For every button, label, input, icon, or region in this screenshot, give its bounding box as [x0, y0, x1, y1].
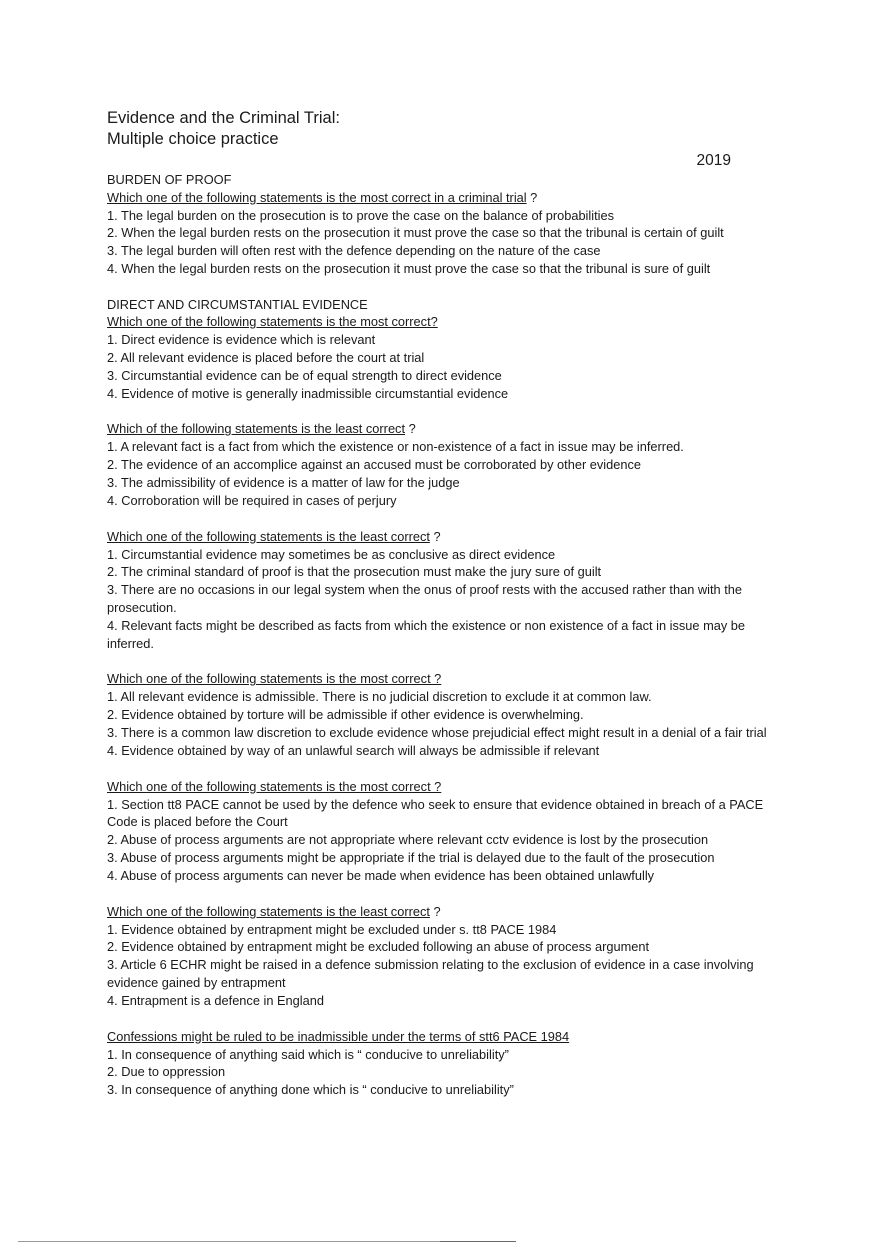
document-year: 2019	[696, 152, 731, 169]
answer-option: 1. Direct evidence is evidence which is relevant	[107, 332, 376, 348]
question-mark: ?	[526, 189, 538, 205]
question-stem: Which one of the following statements is the least correct	[107, 528, 430, 544]
question-text	[107, 420, 787, 438]
answer-option: 4. Evidence obtained by way of an unlawful search will always be admissible if relevant	[107, 742, 600, 758]
question-text	[107, 903, 787, 921]
question-block	[107, 778, 787, 885]
question-block	[107, 670, 787, 759]
answer-option: 3. Article 6 ECHR might be raised in a defence submission relating to the exclusion of evidence in a case involving evidence gained by entrapment	[107, 957, 754, 990]
question-block	[107, 420, 787, 509]
answer-option: 3. The admissibility of evidence is a matter of law for the judge	[107, 474, 460, 490]
question-text	[107, 313, 787, 331]
question-mark: ?	[405, 421, 416, 437]
answer-option: 4. Abuse of process arguments can never be made when evidence has been obtained unlawfully	[107, 867, 655, 883]
section-heading: BURDEN OF PROOF	[107, 172, 232, 187]
question-text	[107, 189, 787, 207]
answer-option: 4. Evidence of motive is generally inadmissible circumstantial evidence	[107, 385, 509, 401]
answer-option: 2. Due to oppression	[107, 1064, 226, 1080]
question-sections	[107, 171, 787, 1099]
answer-option: 2. Evidence obtained by entrapment might be excluded following an abuse of process argument	[107, 939, 650, 955]
answer-option: 3. Abuse of process arguments might be appropriate if the trial is delayed due to the fault of the prosecution	[107, 849, 715, 865]
question-mark: ?	[429, 528, 441, 544]
document-title-line2: Multiple choice practice	[107, 130, 279, 148]
question-block	[107, 171, 787, 278]
question-block	[107, 528, 787, 653]
answer-option: 3. Circumstantial evidence can be of equal strength to direct evidence	[107, 367, 502, 383]
question-text	[107, 1028, 787, 1046]
document-title-line1: Evidence and the Criminal Trial:	[107, 109, 340, 127]
question-stem: Which of the following statements is the least correct	[107, 421, 406, 437]
section-heading: DIRECT AND CIRCUMSTANTIAL EVIDENCE	[107, 296, 368, 312]
answer-option: 1. A relevant fact is a fact from which the existence or non-existence of a fact in issue may be inferred.	[107, 439, 684, 455]
answer-option: 4. Corroboration will be required in cases of perjury	[107, 492, 397, 508]
question-stem: Confessions might be ruled to be inadmissible under the terms of stt6 PACE 1984	[107, 1028, 570, 1044]
answer-option: 3. In consequence of anything done which is “ conducive to unreliability”	[107, 1082, 514, 1098]
answer-option: 1. The legal burden on the prosecution is to prove the case on the balance of probabilities	[107, 207, 615, 223]
answer-option: 4. Relevant facts might be described as facts from which the existence or non existence of a fact in issue may be inferred.	[107, 617, 746, 651]
answer-option: 3. There are no occasions in our legal system when the onus of proof rests with the accused rather than with the prosecution.	[107, 582, 742, 615]
footer-rule-accent	[440, 1241, 516, 1242]
answer-option: 3. The legal burden will often rest with the defence depending on the nature of the case	[107, 243, 601, 259]
question-block	[107, 296, 787, 403]
answer-option: 2. The criminal standard of proof is that the prosecution must make the jury sure of guilt	[107, 564, 602, 580]
question-text	[107, 778, 787, 796]
answer-option: 2. Abuse of process arguments are not appropriate where relevant cctv evidence is lost by the prosecution	[107, 832, 709, 848]
answer-option: 2. Evidence obtained by torture will be admissible if other evidence is overwhelming.	[107, 707, 584, 723]
question-stem: Which one of the following statements is the least correct	[107, 903, 430, 919]
answer-option: 1. All relevant evidence is admissible. There is no judicial discretion to exclude it at common law.	[107, 689, 652, 705]
answer-option: 1. Evidence obtained by entrapment might be excluded under s. tt8 PACE 1984	[107, 921, 557, 937]
answer-option: 2. All relevant evidence is placed before the court at trial	[107, 349, 425, 365]
question-stem: Which one of the following statements is the most correct?	[107, 314, 438, 330]
answer-option: 2. When the legal burden rests on the prosecution it must prove the case so that the tribunal is certain of guilt	[107, 225, 724, 241]
document-page	[107, 108, 787, 1117]
question-stem: Which one of the following statements is the most correct in a criminal trial	[107, 189, 527, 205]
question-block	[107, 903, 787, 1010]
answer-option: 2. The evidence of an accomplice against an accused must be corroborated by other evidence	[107, 457, 642, 473]
answer-option: 1. Section tt8 PACE cannot be used by the defence who seek to ensure that evidence obtained in breach of a PACE Code is placed before the Court	[107, 796, 764, 830]
question-block	[107, 1028, 787, 1099]
question-stem: Which one of the following statements is the most correct ?	[107, 778, 442, 794]
answer-option: 3. There is a common law discretion to exclude evidence whose prejudicial effect might result in a denial of a fair trial	[107, 724, 767, 740]
question-stem: Which one of the following statements is the most correct ?	[107, 671, 442, 687]
answer-option: 1. In consequence of anything said which is “ conducive to unreliability”	[107, 1046, 509, 1062]
question-text	[107, 528, 787, 546]
question-mark: ?	[429, 903, 441, 919]
answer-option: 4. When the legal burden rests on the prosecution it must prove the case so that the tribunal is sure of guilt	[107, 260, 711, 276]
question-text	[107, 670, 787, 688]
answer-option: 4. Entrapment is a defence in England	[107, 992, 324, 1008]
answer-option: 1. Circumstantial evidence may sometimes be as conclusive as direct evidence	[107, 546, 556, 562]
